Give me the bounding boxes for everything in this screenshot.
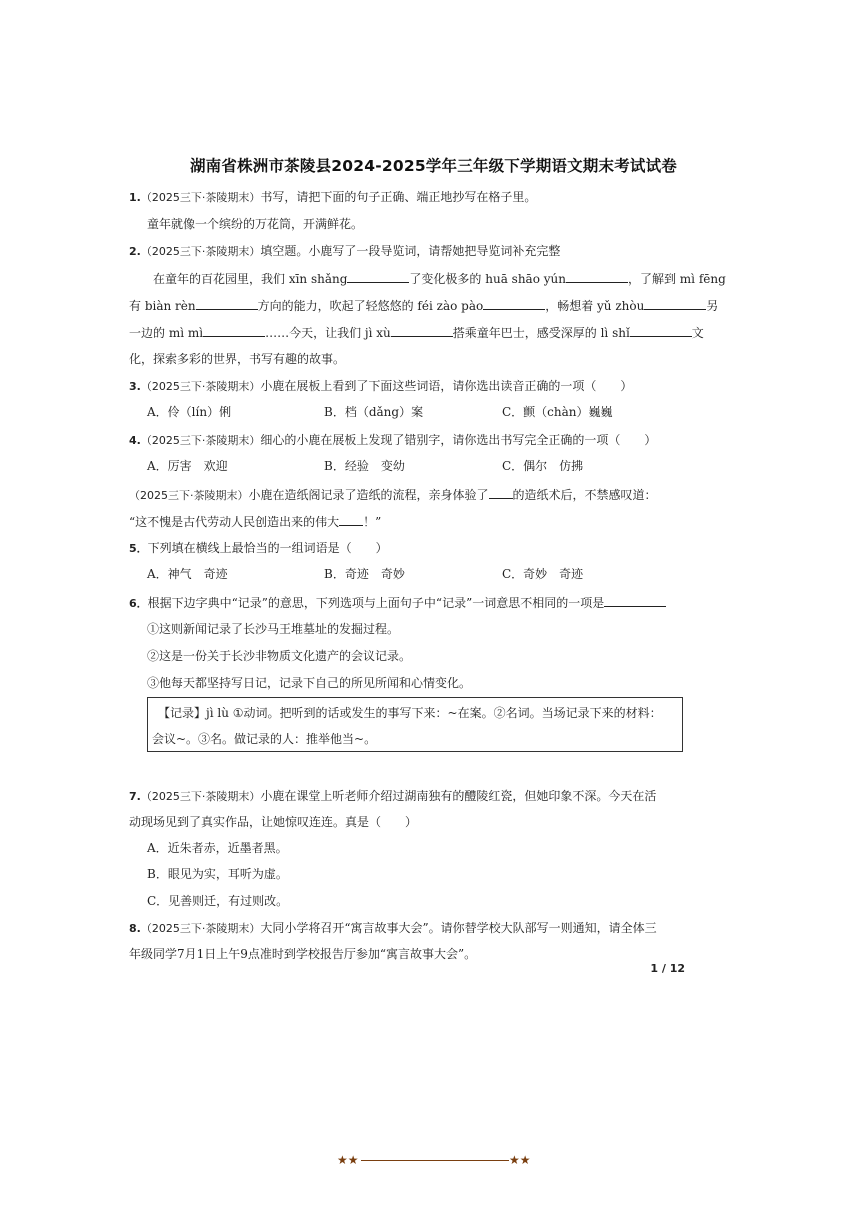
question-4 (129, 432, 656, 449)
passage-line-1 (129, 486, 657, 504)
guide-line-1 (153, 270, 726, 287)
footer-rule (361, 1160, 509, 1161)
text-segment: “这不愧是古代劳动人民创造出来的伟大 (129, 515, 340, 529)
passage-line-2 (129, 513, 381, 530)
guide-line-3 (129, 324, 704, 341)
option-c[interactable]: C．颤（chàn）巍巍 (502, 405, 613, 419)
option-b[interactable]: B．眼见为实，耳听为虚。 (147, 867, 288, 881)
question-text: 小鹿在展板上看到了下面这些词语，请你选出读音正确的一项（ ） (260, 379, 633, 393)
dictionary-line-2: 会议~。③名。做记录的人：推举他当~。 (152, 732, 377, 746)
item-2: ②这是一份关于长沙非物质文化遗产的会议记录。 (147, 649, 412, 663)
text-segment: ！” (363, 515, 382, 529)
question-8-line-2: 年级同学7月1日上午9点准时到学校报告厅参加“寓言故事大会”。 (129, 947, 477, 961)
text-segment: ，了解到 mì fēng (627, 272, 726, 286)
question-number: 6． (129, 597, 148, 610)
question-number: 4. (129, 434, 141, 447)
guide-line-4: 化，探索多彩的世界，书写有趣的故事。 (129, 352, 346, 366)
text-segment: 有 biàn rèn (129, 299, 196, 313)
star-icon: ★★ (337, 1153, 359, 1167)
question-8 (129, 920, 657, 937)
star-icon: ★★ (509, 1153, 531, 1167)
question-5 (129, 540, 388, 557)
question-number: 2. (129, 245, 141, 258)
text-segment: 方向的能力，吹起了轻悠悠的 féi zào pào (257, 299, 484, 313)
question-text: 下列填在横线上最恰当的一组词语是（ ） (147, 541, 388, 555)
question-7-line-2: 动现场见到了真实作品，让她惊叹连连。真是（ ） (129, 815, 418, 829)
text-segment: 另 (706, 299, 719, 313)
option-b[interactable]: B．档（dǎng）案 (324, 405, 424, 419)
question-number: 8. (129, 922, 141, 935)
option-a[interactable]: A．近朱者赤，近墨者黑。 (147, 841, 288, 855)
answer-blank[interactable] (489, 486, 513, 499)
question-text: 填空题。小鹿写了一段导览词，请帮她把导览词补充完整 (260, 244, 561, 258)
footer-decoration (337, 1153, 533, 1167)
question-3 (129, 378, 632, 395)
question-number: 5． (129, 542, 148, 555)
text-segment: 的造纸术后，不禁感叹道： (512, 488, 657, 502)
source-tag: （2025三下·茶陵期末） (129, 489, 249, 502)
question-text: 书写，请把下面的句子正确、端正地抄写在格子里。 (260, 190, 537, 204)
question-text: 大同小学将召开“寓言故事大会”。请你替学校大队部写一则通知，请全体三 (260, 921, 657, 935)
option-a[interactable]: A．厉害 欢迎 (147, 459, 228, 473)
guide-line-2 (129, 297, 718, 314)
option-c[interactable]: C．见善则迁，有过则改。 (147, 894, 289, 908)
text-segment: 搭乘童年巴士，感受深厚的 lì shǐ (452, 326, 630, 340)
page-number: 1 / 12 (650, 962, 685, 975)
text-segment: 在童年的百花园里，我们 xīn shǎng (153, 272, 348, 286)
source-tag: （2025三下·茶陵期末） (140, 922, 261, 935)
question-6 (129, 594, 666, 612)
question-number: 1. (129, 191, 141, 204)
question-1 (129, 189, 536, 206)
answer-blank[interactable] (604, 594, 666, 607)
answer-blank[interactable] (644, 297, 706, 310)
answer-blank[interactable] (630, 324, 692, 337)
question-text: 根据下边字典中“记录”的意思，下列选项与上面句子中“记录”一词意思不相同的一项是 (147, 596, 605, 610)
answer-blank[interactable] (339, 513, 363, 526)
option-c[interactable]: C．奇妙 奇迹 (502, 567, 584, 581)
question-2 (129, 243, 560, 260)
option-a[interactable]: A．神气 奇迹 (147, 567, 228, 581)
source-tag: （2025三下·茶陵期末） (140, 434, 261, 447)
copy-sentence: 童年就像一个缤纷的万花筒，开满鲜花。 (147, 217, 364, 231)
question-number: 7. (129, 790, 141, 803)
text-segment: ，畅想着 yǔ zhòu (545, 299, 645, 313)
question-7 (129, 788, 656, 805)
text-segment: 一边的 mì mì (129, 326, 204, 340)
dictionary-line-1: 【记录】jì lù ①动词。把听到的话或发生的事写下来：~在案。②名词。当场记录下来的材料： (158, 706, 662, 720)
text-segment: ……今天，让我们 jì xù (265, 326, 391, 340)
option-a[interactable]: A．伶（lín）俐 (147, 405, 232, 419)
source-tag: （2025三下·茶陵期末） (140, 245, 261, 258)
source-tag: （2025三下·茶陵期末） (140, 380, 261, 393)
answer-blank[interactable] (347, 270, 409, 283)
item-3: ③他每天都坚持写日记，记录下自己的所见所闻和心情变化。 (147, 676, 472, 690)
text-segment: 了变化极多的 huā shāo yún (409, 272, 566, 286)
answer-blank[interactable] (566, 270, 628, 283)
item-1: ①这则新闻记录了长沙马王堆墓址的发掘过程。 (147, 622, 400, 636)
text-segment: 小鹿在造纸阁记录了造纸的流程，亲身体验了 (248, 488, 489, 502)
answer-blank[interactable] (196, 297, 258, 310)
source-tag: （2025三下·茶陵期末） (140, 191, 261, 204)
option-b[interactable]: B．奇迹 奇妙 (324, 567, 405, 581)
answer-blank[interactable] (483, 297, 545, 310)
question-number: 3. (129, 380, 141, 393)
source-tag: （2025三下·茶陵期末） (140, 790, 261, 803)
text-segment: 文 (691, 326, 704, 340)
option-c[interactable]: C．偶尔 仿拂 (502, 459, 584, 473)
answer-blank[interactable] (391, 324, 453, 337)
question-text: 细心的小鹿在展板上发现了错别字，请你选出书写完全正确的一项（ ） (260, 433, 657, 447)
exam-title: 湖南省株洲市茶陵县2024-2025学年三年级下学期语文期末考试试卷 (189, 157, 677, 175)
question-text: 小鹿在课堂上听老师介绍过湖南独有的醴陵红瓷，但她印象不深。今天在活 (260, 789, 657, 803)
answer-blank[interactable] (203, 324, 265, 337)
dictionary-box (147, 697, 683, 752)
option-b[interactable]: B．经验 变幼 (324, 459, 405, 473)
